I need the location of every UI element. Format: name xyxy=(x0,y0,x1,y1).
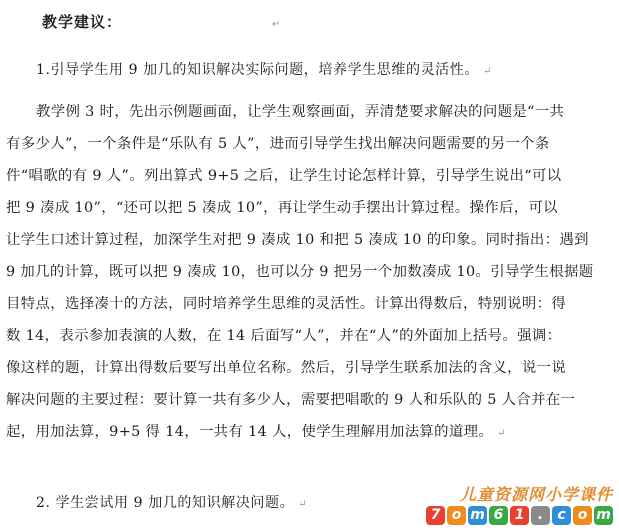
watermark-title: 儿童资源网小学课件 xyxy=(459,485,613,504)
body-line: 9 加几的计算，既可以把 9 凑成 10，也可以分 9 把另一个加数凑成 10。引导学生根据题 xyxy=(6,264,594,280)
body-line: 件“唱歌的有 9 人”。列出算式 9+5 之后，让学生讨论怎样计算，引导学生说出“可以 xyxy=(6,168,562,184)
watermark-logo-letter: 6 xyxy=(489,506,508,525)
heading-text: 教学建议： xyxy=(42,13,123,31)
watermark-logo-letter: o xyxy=(573,506,592,525)
point-1-text: 1.引导学生用 9 加几的知识解决实际问题，培养学生思维的灵活性。 xyxy=(36,62,479,78)
body-line: 目特点，选择凑十的方法，同时培养学生思维的灵活性。计算出得数后，特别说明：得 xyxy=(6,296,567,312)
point-2 xyxy=(36,492,307,512)
point-1 xyxy=(36,59,492,79)
site-watermark xyxy=(405,482,615,528)
paragraph-mark-icon: ↵ xyxy=(298,499,308,510)
watermark-logo-letter: 1 xyxy=(510,506,529,525)
body-line-last xyxy=(6,416,614,450)
watermark-logo-letter: m xyxy=(594,506,613,525)
paragraph-mark-icon: ↵ xyxy=(482,66,492,77)
watermark-logo-letter: . xyxy=(531,506,550,525)
section-heading xyxy=(42,11,281,32)
body-line: 数 14，表示参加表演的人数，在 14 后面写“人”，并在“人”的外面加上括号。强调： xyxy=(6,328,562,344)
body-line: 解决问题的主要过程：要计算一共有多少人，需要把唱歌的 9 人和乐队的 5 人合并在一 xyxy=(6,392,576,408)
paragraph-mark-icon: ↵ xyxy=(497,428,506,439)
body-line: 把 9 凑成 10”，“还可以把 5 凑成 10”，再让学生动手摆出计算过程。操作后，可以 xyxy=(6,200,558,216)
body-line-text: 起，用加法算，9+5 得 14，一共有 14 人，使学生理解用加法算的道理。 xyxy=(6,424,494,440)
watermark-logo-letter: o xyxy=(447,506,466,525)
body-paragraph xyxy=(6,96,614,450)
point-2-text: 2. 学生尝试用 9 加几的知识解决问题。 xyxy=(36,495,295,511)
watermark-logo xyxy=(426,504,613,526)
body-line: 有多少人”，一个条件是“乐队有 5 人”，进而引导学生找出解决问题需要的另一个条 xyxy=(6,136,550,152)
watermark-logo-letter: 7 xyxy=(426,506,445,525)
watermark-logo-letter: m xyxy=(468,506,487,525)
body-line: 让学生口述计算过程，加深学生对把 9 凑成 10 和把 5 凑成 10 的印象。同时指出：遇到 xyxy=(6,232,589,248)
watermark-logo-letter: c xyxy=(552,506,571,525)
body-line: 像这样的题，计算出得数后要写出单位名称。然后，引导学生联系加法的含义，说一说 xyxy=(6,360,567,376)
body-line: 教学例 3 时，先出示例题画面，让学生观察画面，弄清楚要求解决的问题是“一共 xyxy=(36,104,565,120)
paragraph-mark-icon: ↵ xyxy=(272,19,282,30)
